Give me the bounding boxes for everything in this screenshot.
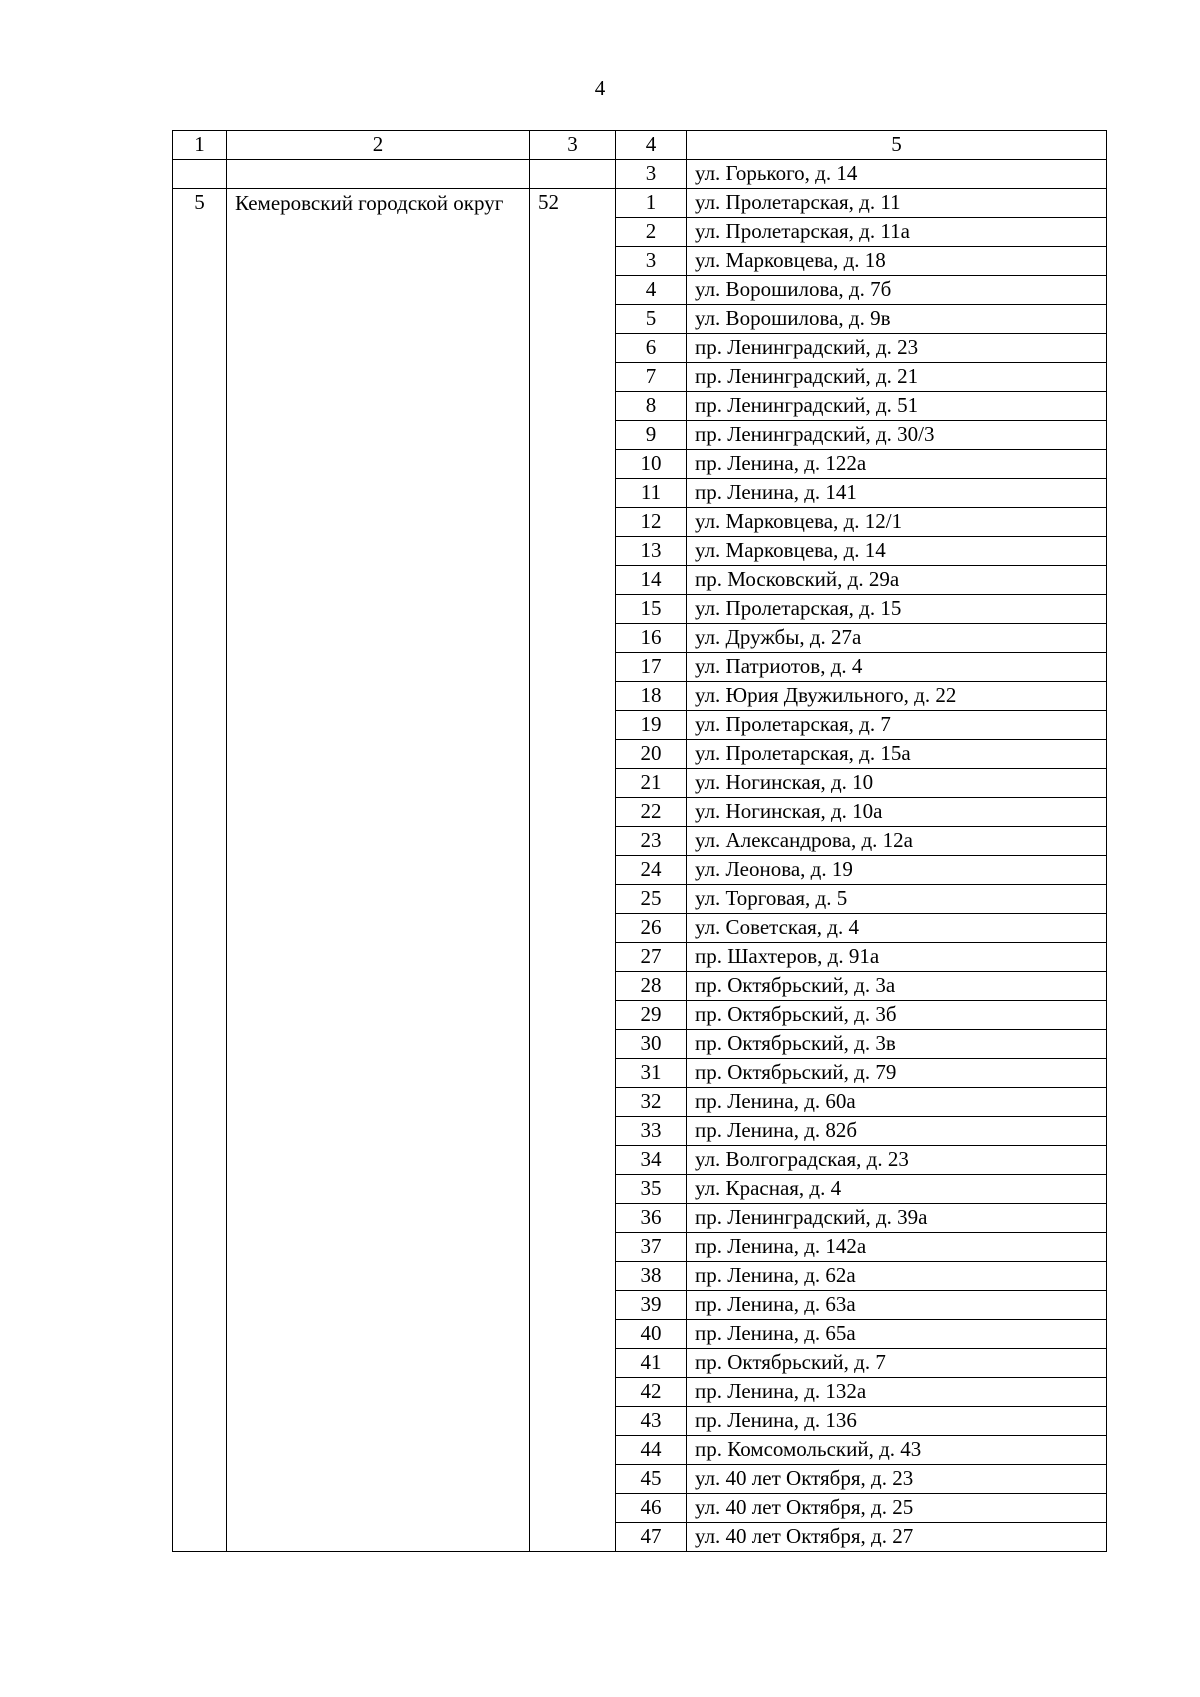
row-number: 36	[616, 1204, 687, 1233]
address-cell: пр. Ленина, д. 142а	[687, 1233, 1107, 1262]
row-number: 28	[616, 972, 687, 1001]
row-number: 11	[616, 479, 687, 508]
address-cell: пр. Ленина, д. 132а	[687, 1378, 1107, 1407]
address-cell: пр. Ленина, д. 136	[687, 1407, 1107, 1436]
row-number: 9	[616, 421, 687, 450]
row-number: 17	[616, 653, 687, 682]
row-number: 1	[616, 189, 687, 218]
region-index: 5	[173, 189, 227, 1552]
address-cell: пр. Октябрьский, д. 3в	[687, 1030, 1107, 1059]
address-cell: ул. Пролетарская, д. 15а	[687, 740, 1107, 769]
address-cell: ул. Волгоградская, д. 23	[687, 1146, 1107, 1175]
row-number: 19	[616, 711, 687, 740]
address-cell: ул. Торговая, д. 5	[687, 885, 1107, 914]
row-number: 44	[616, 1436, 687, 1465]
row-number: 39	[616, 1291, 687, 1320]
address-cell: ул. 40 лет Октября, д. 23	[687, 1465, 1107, 1494]
row-number: 21	[616, 769, 687, 798]
row-number: 43	[616, 1407, 687, 1436]
address-cell: ул. Александрова, д. 12а	[687, 827, 1107, 856]
address-cell: пр. Ленинградский, д. 21	[687, 363, 1107, 392]
address-cell: пр. Ленинградский, д. 51	[687, 392, 1107, 421]
table-row	[173, 189, 1107, 218]
address-cell: ул. Юрия Двужильного, д. 22	[687, 682, 1107, 711]
row-number: 4	[616, 276, 687, 305]
address-cell: ул. Горького, д. 14	[687, 160, 1107, 189]
row-number: 15	[616, 595, 687, 624]
continuation-row	[173, 160, 1107, 189]
address-cell: пр. Ленинградский, д. 30/3	[687, 421, 1107, 450]
address-cell: пр. Ленинградский, д. 23	[687, 334, 1107, 363]
address-cell: ул. Ворошилова, д. 7б	[687, 276, 1107, 305]
address-cell: пр. Ленина, д. 65а	[687, 1320, 1107, 1349]
address-cell: пр. Октябрьский, д. 3б	[687, 1001, 1107, 1030]
row-number: 3	[616, 160, 687, 189]
address-cell: ул. Марковцева, д. 18	[687, 247, 1107, 276]
header-cell-1: 1	[173, 131, 227, 160]
address-cell: ул. Пролетарская, д. 11а	[687, 218, 1107, 247]
row-number: 30	[616, 1030, 687, 1059]
address-cell: пр. Ленина, д. 82б	[687, 1117, 1107, 1146]
row-number: 23	[616, 827, 687, 856]
address-cell: ул. Ногинская, д. 10	[687, 769, 1107, 798]
address-cell: пр. Ленинградский, д. 39а	[687, 1204, 1107, 1233]
row-number: 10	[616, 450, 687, 479]
row-number: 35	[616, 1175, 687, 1204]
row-number: 25	[616, 885, 687, 914]
address-cell: ул. Марковцева, д. 14	[687, 537, 1107, 566]
address-cell: ул. Советская, д. 4	[687, 914, 1107, 943]
empty-cell	[530, 160, 616, 189]
address-cell: пр. Октябрьский, д. 79	[687, 1059, 1107, 1088]
row-number: 27	[616, 943, 687, 972]
row-number: 46	[616, 1494, 687, 1523]
row-number: 18	[616, 682, 687, 711]
address-cell: пр. Ленина, д. 62а	[687, 1262, 1107, 1291]
row-number: 7	[616, 363, 687, 392]
header-cell-2: 2	[227, 131, 530, 160]
row-number: 6	[616, 334, 687, 363]
row-number: 14	[616, 566, 687, 595]
row-number: 45	[616, 1465, 687, 1494]
header-cell-3: 3	[530, 131, 616, 160]
header-cell-5: 5	[687, 131, 1107, 160]
address-cell: ул. Леонова, д. 19	[687, 856, 1107, 885]
row-number: 8	[616, 392, 687, 421]
row-number: 33	[616, 1117, 687, 1146]
address-cell: пр. Московский, д. 29а	[687, 566, 1107, 595]
address-cell: ул. 40 лет Октября, д. 27	[687, 1523, 1107, 1552]
row-number: 47	[616, 1523, 687, 1552]
row-number: 38	[616, 1262, 687, 1291]
address-cell: ул. Пролетарская, д. 11	[687, 189, 1107, 218]
address-cell: ул. Пролетарская, д. 7	[687, 711, 1107, 740]
address-cell: пр. Шахтеров, д. 91а	[687, 943, 1107, 972]
empty-cell	[173, 160, 227, 189]
address-cell: ул. 40 лет Октября, д. 25	[687, 1494, 1107, 1523]
address-cell: пр. Ленина, д. 60а	[687, 1088, 1107, 1117]
row-number: 5	[616, 305, 687, 334]
region-count: 52	[530, 189, 616, 1552]
row-number: 2	[616, 218, 687, 247]
row-number: 16	[616, 624, 687, 653]
address-cell: ул. Патриотов, д. 4	[687, 653, 1107, 682]
row-number: 31	[616, 1059, 687, 1088]
row-number: 41	[616, 1349, 687, 1378]
address-table	[172, 130, 1107, 1552]
address-cell: ул. Пролетарская, д. 15	[687, 595, 1107, 624]
address-cell: ул. Марковцева, д. 12/1	[687, 508, 1107, 537]
row-number: 42	[616, 1378, 687, 1407]
address-cell: пр. Ленина, д. 141	[687, 479, 1107, 508]
address-cell: пр. Комсомольский, д. 43	[687, 1436, 1107, 1465]
address-cell: ул. Красная, д. 4	[687, 1175, 1107, 1204]
row-number: 32	[616, 1088, 687, 1117]
row-number: 24	[616, 856, 687, 885]
address-cell: пр. Октябрьский, д. 7	[687, 1349, 1107, 1378]
address-cell: ул. Дружбы, д. 27а	[687, 624, 1107, 653]
page-number: 4	[594, 76, 606, 100]
header-cell-4: 4	[616, 131, 687, 160]
region-name: Кемеровский городской округ	[227, 189, 530, 1552]
row-number: 26	[616, 914, 687, 943]
row-number: 29	[616, 1001, 687, 1030]
row-number: 40	[616, 1320, 687, 1349]
row-number: 37	[616, 1233, 687, 1262]
row-number: 12	[616, 508, 687, 537]
row-number: 3	[616, 247, 687, 276]
empty-cell	[227, 160, 530, 189]
table-header-row	[173, 131, 1107, 160]
row-number: 20	[616, 740, 687, 769]
address-cell: ул. Ногинская, д. 10а	[687, 798, 1107, 827]
address-cell: пр. Октябрьский, д. 3а	[687, 972, 1107, 1001]
row-number: 34	[616, 1146, 687, 1175]
row-number: 13	[616, 537, 687, 566]
row-number: 22	[616, 798, 687, 827]
address-cell: ул. Ворошилова, д. 9в	[687, 305, 1107, 334]
address-cell: пр. Ленина, д. 122а	[687, 450, 1107, 479]
address-cell: пр. Ленина, д. 63а	[687, 1291, 1107, 1320]
